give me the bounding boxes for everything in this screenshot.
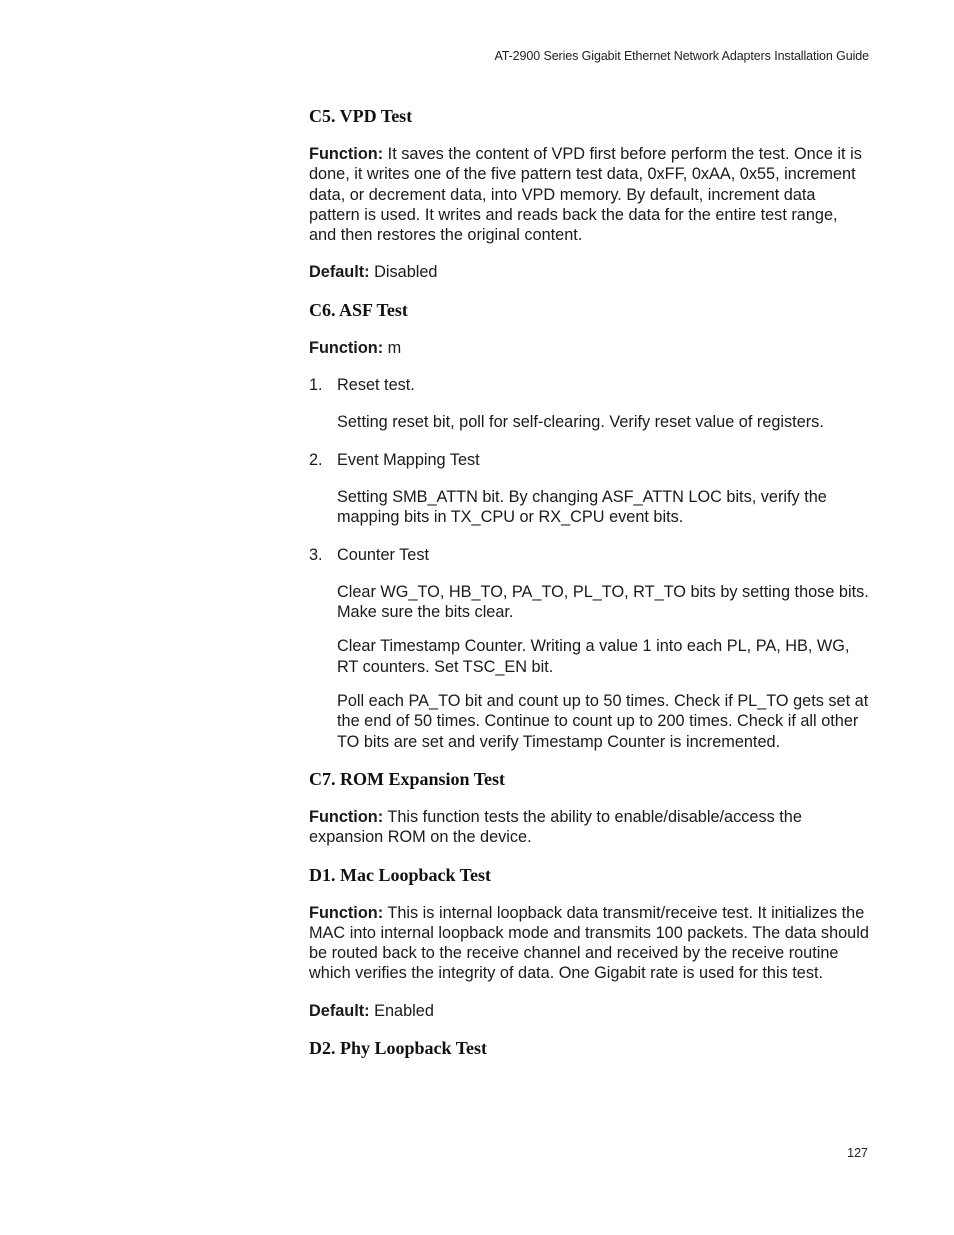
function-paragraph [309,338,869,358]
step-description: Setting SMB_ATTN bit. By changing ASF_ATTN LOC bits, verify the mapping bits in TX_CPU or RX_CPU event bits. [337,487,827,527]
page-content [309,106,869,1076]
default-text: Enabled [369,1001,434,1020]
function-text: m [383,338,402,357]
step-number: 3. [309,545,323,564]
step-title: Counter Test [337,545,430,564]
section-heading: C5. VPD Test [309,106,413,126]
function-label: Function: [309,145,384,163]
section-heading: C7. ROM Expansion Test [309,768,506,789]
default-label: Default: [309,263,370,282]
step-number: 2. [309,450,323,469]
function-paragraph [309,807,869,848]
section-c5-vpd-test [309,106,869,283]
function-label: Function: [309,807,384,826]
section-heading: C6. ASF Test [309,299,408,320]
step-title: Event Mapping Test [337,450,480,469]
step-title: Reset test. [337,376,415,395]
list-item [309,545,869,752]
default-paragraph [309,1001,869,1021]
section-c6-asf-test [309,300,869,752]
step-description: Clear WG_TO, HB_TO, PA_TO, PL_TO, RT_TO bits by setting those bits. Make sure the bits clear. [337,582,869,622]
function-label: Function: [309,338,384,357]
step-description: Clear Timestamp Counter. Writing a value 1 into each PL, PA, HB, WG, RT counters. Set TSC_EN bit. [337,637,850,676]
section-d2-phy-loopback-test [309,1038,869,1059]
function-text: It saves the content of VPD first before perform the test. Once it is done, it writes one of the five pattern test data, 0xFF, 0xAA, 0x55, increment data, or decrement data, into VPD memory. By default, increment data pattern is used. It writes and reads back the data for the entire test range, and then restores the original content. [309,145,862,245]
function-paragraph [309,903,869,984]
list-item [309,375,869,433]
list-item [309,450,869,528]
section-heading: D1. Mac Loopback Test [309,864,492,885]
page-number: 127 [847,1146,868,1160]
default-paragraph [309,262,869,282]
step-description: Setting reset bit, poll for self-clearing. Verify reset value of registers. [337,413,824,432]
function-text: This function tests the ability to enable/disable/access the expansion ROM on the device. [309,807,802,847]
section-c7-rom-expansion-test [309,769,869,848]
step-number: 1. [309,376,323,395]
function-paragraph [309,144,869,245]
asf-test-steps [309,375,869,752]
section-heading: D2. Phy Loopback Test [309,1038,488,1059]
step-description: Poll each PA_TO bit and count up to 50 times. Check if PL_TO gets set at the end of 50 times. Continue to count up to 200 times. Check if all other TO bits are set and verify Timestamp Counter is incremented. [337,692,869,751]
default-label: Default: [309,1001,370,1020]
running-header: AT-2900 Series Gigabit Ethernet Network Adapters Installation Guide [494,49,869,63]
default-text: Disabled [369,263,438,282]
function-label: Function: [309,903,384,922]
section-d1-mac-loopback-test [309,865,869,1021]
function-text: This is internal loopback data transmit/receive test. It initializes the MAC into internal loopback mode and transmits 100 packets. The data should be routed back to the receive channel and received by the receive routine which verifies the integrity of data. One Gigabit rate is used for this test. [309,903,869,983]
